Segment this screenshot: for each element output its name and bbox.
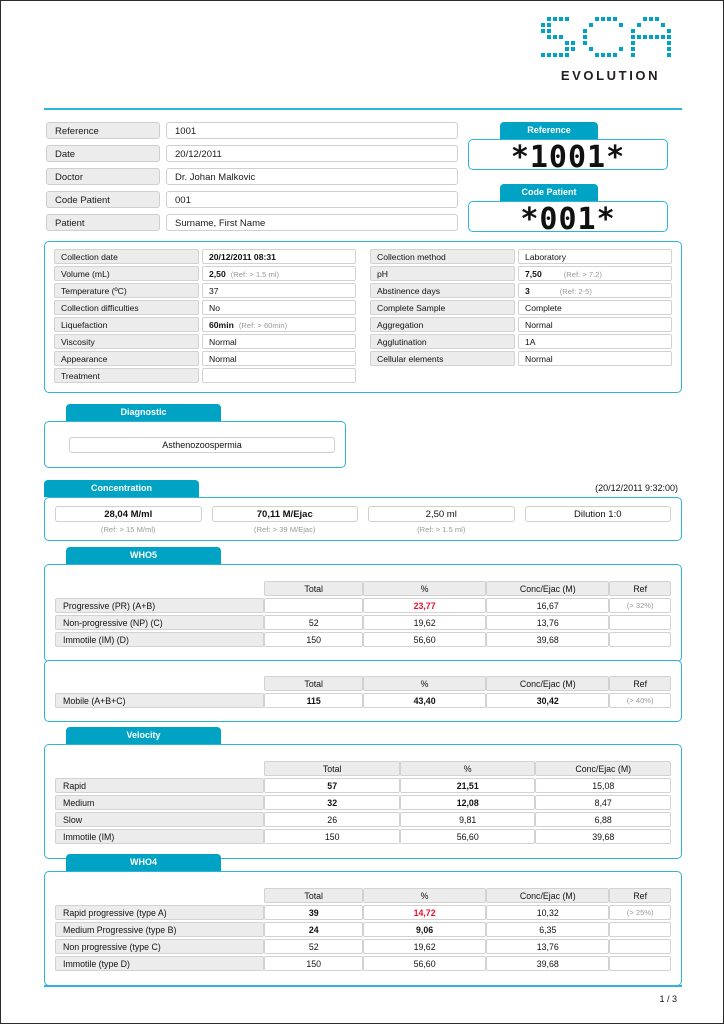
who5-col-pct: % bbox=[363, 581, 486, 596]
info-label-complete-sample: Complete Sample bbox=[370, 300, 515, 315]
info-value-treatment bbox=[202, 368, 356, 383]
who5-body bbox=[44, 564, 682, 662]
velocity-col-pct: % bbox=[400, 761, 536, 776]
barcode-reference-tab: Reference bbox=[500, 122, 598, 139]
info-row-viscosity bbox=[54, 334, 356, 349]
who4-pct-c: 19,62 bbox=[363, 939, 486, 954]
who5-row-label-pr: Progressive (PR) (A+B) bbox=[55, 598, 264, 613]
who4-pct-b: 9,06 bbox=[363, 922, 486, 937]
info-row-volume bbox=[54, 266, 356, 281]
concentration-ref-per-ejac: (Ref: > 39 M/Ejac) bbox=[254, 525, 316, 534]
info-value-aggregation: Normal bbox=[518, 317, 672, 332]
velocity-conc-slow: 6,88 bbox=[535, 812, 671, 827]
who4-col-conc: Conc/Ejac (M) bbox=[486, 888, 609, 903]
concentration-value-per-ejac: 70,11 M/Ejac bbox=[212, 506, 359, 522]
who4-total-c: 52 bbox=[264, 939, 363, 954]
info-ref-liquefaction: (Ref: > 60min) bbox=[238, 321, 288, 330]
mobile-col-total: Total bbox=[264, 676, 363, 691]
who5-ref-np bbox=[609, 615, 671, 630]
barcode-code-patient bbox=[468, 184, 668, 232]
field-row-doctor bbox=[46, 168, 458, 185]
sample-info-right-column bbox=[370, 249, 672, 385]
who4-conc-c: 13,76 bbox=[486, 939, 609, 954]
who5-col-conc: Conc/Ejac (M) bbox=[486, 581, 609, 596]
who4-ref-c bbox=[609, 939, 671, 954]
velocity-pct-immotile: 56,60 bbox=[400, 829, 536, 844]
info-label-collection-difficulties: Collection difficulties bbox=[54, 300, 199, 315]
info-label-collection-date: Collection date bbox=[54, 249, 199, 264]
who5-col-label bbox=[55, 581, 264, 596]
who5-row-label-im: Immotile (IM) (D) bbox=[55, 632, 264, 647]
mobile-col-pct: % bbox=[363, 676, 486, 691]
who5-total-pr bbox=[264, 598, 363, 613]
info-row-liquefaction bbox=[54, 317, 356, 332]
concentration-cell-dilution bbox=[525, 506, 672, 534]
info-row-cellular-elements bbox=[370, 351, 672, 366]
sample-info-body bbox=[44, 241, 682, 393]
field-row-date bbox=[46, 145, 458, 162]
diagnostic-tab: Diagnostic bbox=[66, 404, 221, 421]
field-label-code-patient: Code Patient bbox=[46, 191, 160, 208]
info-value-collection-difficulties: No bbox=[202, 300, 356, 315]
who4-total-a: 39 bbox=[264, 905, 363, 920]
info-label-liquefaction: Liquefaction bbox=[54, 317, 199, 332]
table-row bbox=[55, 956, 671, 971]
info-value-temperature: 37 bbox=[202, 283, 356, 298]
mobile-row-label: Mobile (A+B+C) bbox=[55, 693, 264, 708]
concentration-panel bbox=[44, 480, 682, 541]
concentration-value-per-ml: 28,04 M/ml bbox=[55, 506, 202, 522]
info-label-temperature: Temperature (ºC) bbox=[54, 283, 199, 298]
who5-panel bbox=[44, 547, 682, 662]
who4-row-label-b: Medium Progressive (type B) bbox=[55, 922, 264, 937]
table-row bbox=[55, 939, 671, 954]
info-label-agglutination: Agglutination bbox=[370, 334, 515, 349]
mobile-conc: 30,42 bbox=[486, 693, 609, 708]
who5-pct-im: 56,60 bbox=[363, 632, 486, 647]
who5-ref-pr: (> 32%) bbox=[609, 598, 671, 613]
field-label-date: Date bbox=[46, 145, 160, 162]
who4-panel bbox=[44, 854, 682, 986]
mobile-header-row bbox=[55, 676, 671, 691]
info-label-viscosity: Viscosity bbox=[54, 334, 199, 349]
info-row-temperature bbox=[54, 283, 356, 298]
who4-col-pct: % bbox=[363, 888, 486, 903]
sca-logo-icon bbox=[539, 15, 679, 67]
who4-ref-b bbox=[609, 922, 671, 937]
velocity-pct-slow: 9,81 bbox=[400, 812, 536, 827]
mobile-ref: (> 40%) bbox=[609, 693, 671, 708]
concentration-timestamp: (20/12/2011 9:32:00) bbox=[595, 483, 678, 493]
barcode-reference bbox=[468, 122, 668, 170]
velocity-col-conc: Conc/Ejac (M) bbox=[535, 761, 671, 776]
field-value-doctor[interactable]: Dr. Johan Malkovic bbox=[166, 168, 458, 185]
who4-total-b: 24 bbox=[264, 922, 363, 937]
field-value-patient[interactable]: Surname, First Name bbox=[166, 214, 458, 231]
diagnostic-value: Asthenozoospermia bbox=[69, 437, 335, 453]
info-row-appearance bbox=[54, 351, 356, 366]
field-label-doctor: Doctor bbox=[46, 168, 160, 185]
table-row bbox=[55, 632, 671, 647]
field-value-reference[interactable]: 1001 bbox=[166, 122, 458, 139]
concentration-ref-volume: (Ref: > 1.5 ml) bbox=[417, 525, 466, 534]
who4-col-total: Total bbox=[264, 888, 363, 903]
velocity-body bbox=[44, 744, 682, 859]
table-row bbox=[55, 812, 671, 827]
velocity-conc-medium: 8,47 bbox=[535, 795, 671, 810]
info-value-collection-method: Laboratory bbox=[518, 249, 672, 264]
velocity-col-total: Total bbox=[264, 761, 400, 776]
table-row bbox=[55, 693, 671, 708]
who4-col-ref: Ref bbox=[609, 888, 671, 903]
field-row-reference bbox=[46, 122, 458, 139]
mobile-body bbox=[44, 660, 682, 722]
info-value-liquefaction: 60min (Ref: > 60min) bbox=[202, 317, 356, 332]
info-ref-abstinence-days: (Ref: 2-5) bbox=[559, 287, 592, 296]
who4-body bbox=[44, 871, 682, 986]
who4-row-label-a: Rapid progressive (type A) bbox=[55, 905, 264, 920]
sample-info-left-column bbox=[54, 249, 356, 385]
who4-pct-a: 14,72 bbox=[363, 905, 486, 920]
velocity-row-label-medium: Medium bbox=[55, 795, 264, 810]
who5-ref-im bbox=[609, 632, 671, 647]
info-label-volume: Volume (mL) bbox=[54, 266, 199, 281]
info-label-abstinence-days: Abstinence days bbox=[370, 283, 515, 298]
who4-col-label bbox=[55, 888, 264, 903]
velocity-total-immotile: 150 bbox=[264, 829, 400, 844]
info-ref-volume: (Ref: > 1.5 ml) bbox=[230, 270, 280, 279]
velocity-pct-rapid: 21,51 bbox=[400, 778, 536, 793]
mobile-col-ref: Ref bbox=[609, 676, 671, 691]
velocity-conc-rapid: 15,08 bbox=[535, 778, 671, 793]
mobile-total: 115 bbox=[264, 693, 363, 708]
barcode-reference-code: *1001* bbox=[510, 140, 626, 170]
who5-row-label-np: Non-progressive (NP) (C) bbox=[55, 615, 264, 630]
info-row-collection-difficulties bbox=[54, 300, 356, 315]
velocity-total-slow: 26 bbox=[264, 812, 400, 827]
mobile-panel bbox=[44, 660, 682, 722]
velocity-row-label-slow: Slow bbox=[55, 812, 264, 827]
field-label-reference: Reference bbox=[46, 122, 160, 139]
info-label-appearance: Appearance bbox=[54, 351, 199, 366]
info-row-treatment bbox=[54, 368, 356, 383]
concentration-ref-per-ml: (Ref: > 15 M/ml) bbox=[100, 525, 156, 534]
barcode-code-patient-code: *001* bbox=[520, 202, 616, 232]
velocity-total-rapid: 57 bbox=[264, 778, 400, 793]
barcode-code-patient-box bbox=[468, 201, 668, 232]
velocity-row-label-immotile: Immotile (IM) bbox=[55, 829, 264, 844]
who4-row-label-c: Non progressive (type C) bbox=[55, 939, 264, 954]
concentration-cell-per-ejac bbox=[212, 506, 359, 534]
velocity-total-medium: 32 bbox=[264, 795, 400, 810]
info-row-abstinence-days bbox=[370, 283, 672, 298]
who4-row-label-d: Immotile (type D) bbox=[55, 956, 264, 971]
info-row-ph bbox=[370, 266, 672, 281]
info-row-collection-method bbox=[370, 249, 672, 264]
mobile-table bbox=[55, 674, 671, 710]
info-value-volume: 2,50 (Ref: > 1.5 ml) bbox=[202, 266, 356, 281]
who4-conc-b: 6,35 bbox=[486, 922, 609, 937]
mobile-col-conc: Conc/Ejac (M) bbox=[486, 676, 609, 691]
sample-info-panel bbox=[44, 241, 682, 393]
who5-header-row bbox=[55, 581, 671, 596]
info-label-aggregation: Aggregation bbox=[370, 317, 515, 332]
info-label-treatment: Treatment bbox=[54, 368, 199, 383]
who5-conc-im: 39,68 bbox=[486, 632, 609, 647]
who4-header-row bbox=[55, 888, 671, 903]
table-row bbox=[55, 922, 671, 937]
header-divider bbox=[44, 108, 682, 110]
table-row bbox=[55, 778, 671, 793]
info-value-complete-sample: Complete bbox=[518, 300, 672, 315]
velocity-pct-medium: 12,08 bbox=[400, 795, 536, 810]
concentration-cell-volume bbox=[368, 506, 515, 534]
info-value-agglutination: 1A bbox=[518, 334, 672, 349]
concentration-body bbox=[44, 497, 682, 541]
sca-logo bbox=[539, 15, 679, 83]
info-value-cellular-elements: Normal bbox=[518, 351, 672, 366]
who4-tab: WHO4 bbox=[66, 854, 221, 871]
info-value-abstinence-days: 3 (Ref: 2-5) bbox=[518, 283, 672, 298]
info-ref-ph: (Ref: > 7.2) bbox=[563, 270, 602, 279]
who4-pct-d: 56,60 bbox=[363, 956, 486, 971]
field-value-date[interactable]: 20/12/2011 bbox=[166, 145, 458, 162]
barcode-code-patient-tab: Code Patient bbox=[500, 184, 598, 201]
who4-conc-a: 10,32 bbox=[486, 905, 609, 920]
who5-table bbox=[55, 579, 671, 649]
who5-total-np: 52 bbox=[264, 615, 363, 630]
table-row bbox=[55, 795, 671, 810]
who5-col-ref: Ref bbox=[609, 581, 671, 596]
mobile-col-label bbox=[55, 676, 264, 691]
info-label-collection-method: Collection method bbox=[370, 249, 515, 264]
info-value-appearance: Normal bbox=[202, 351, 356, 366]
info-value-collection-date: 20/12/2011 08:31 bbox=[202, 249, 356, 264]
info-row-agglutination bbox=[370, 334, 672, 349]
who5-conc-np: 13,76 bbox=[486, 615, 609, 630]
concentration-tab: Concentration bbox=[44, 480, 199, 497]
concentration-cell-per-ml bbox=[55, 506, 202, 534]
who5-total-im: 150 bbox=[264, 632, 363, 647]
diagnostic-body bbox=[44, 421, 346, 468]
who4-ref-a: (> 25%) bbox=[609, 905, 671, 920]
table-row bbox=[55, 598, 671, 613]
concentration-value-volume: 2,50 ml bbox=[368, 506, 515, 522]
info-value-viscosity: Normal bbox=[202, 334, 356, 349]
info-row-aggregation bbox=[370, 317, 672, 332]
who4-table bbox=[55, 886, 671, 973]
concentration-value-dilution: Dilution 1:0 bbox=[525, 506, 672, 522]
velocity-col-label bbox=[55, 761, 264, 776]
info-label-ph: pH bbox=[370, 266, 515, 281]
who4-total-d: 150 bbox=[264, 956, 363, 971]
who5-tab: WHO5 bbox=[66, 547, 221, 564]
field-value-code-patient[interactable]: 001 bbox=[166, 191, 458, 208]
field-row-patient bbox=[46, 214, 458, 231]
header-fields bbox=[46, 122, 458, 237]
velocity-header-row bbox=[55, 761, 671, 776]
info-label-cellular-elements: Cellular elements bbox=[370, 351, 515, 366]
table-row bbox=[55, 829, 671, 844]
who4-conc-d: 39,68 bbox=[486, 956, 609, 971]
velocity-panel bbox=[44, 727, 682, 859]
diagnostic-panel bbox=[44, 404, 346, 468]
page-number: 1 / 3 bbox=[659, 994, 677, 1004]
info-row-collection-date bbox=[54, 249, 356, 264]
barcode-reference-box bbox=[468, 139, 668, 170]
logo-subtitle: EVOLUTION bbox=[560, 68, 661, 83]
field-label-patient: Patient bbox=[46, 214, 160, 231]
velocity-table bbox=[55, 759, 671, 846]
velocity-conc-immotile: 39,68 bbox=[535, 829, 671, 844]
who4-ref-d bbox=[609, 956, 671, 971]
who5-col-total: Total bbox=[264, 581, 363, 596]
table-row bbox=[55, 905, 671, 920]
info-row-complete-sample bbox=[370, 300, 672, 315]
table-row bbox=[55, 615, 671, 630]
velocity-tab: Velocity bbox=[66, 727, 221, 744]
velocity-row-label-rapid: Rapid bbox=[55, 778, 264, 793]
field-row-code-patient bbox=[46, 191, 458, 208]
who5-pct-pr: 23,77 bbox=[363, 598, 486, 613]
who5-pct-np: 19,62 bbox=[363, 615, 486, 630]
mobile-pct: 43,40 bbox=[363, 693, 486, 708]
info-value-ph: 7,50 (Ref: > 7.2) bbox=[518, 266, 672, 281]
footer-divider bbox=[44, 985, 682, 987]
who5-conc-pr: 16,67 bbox=[486, 598, 609, 613]
